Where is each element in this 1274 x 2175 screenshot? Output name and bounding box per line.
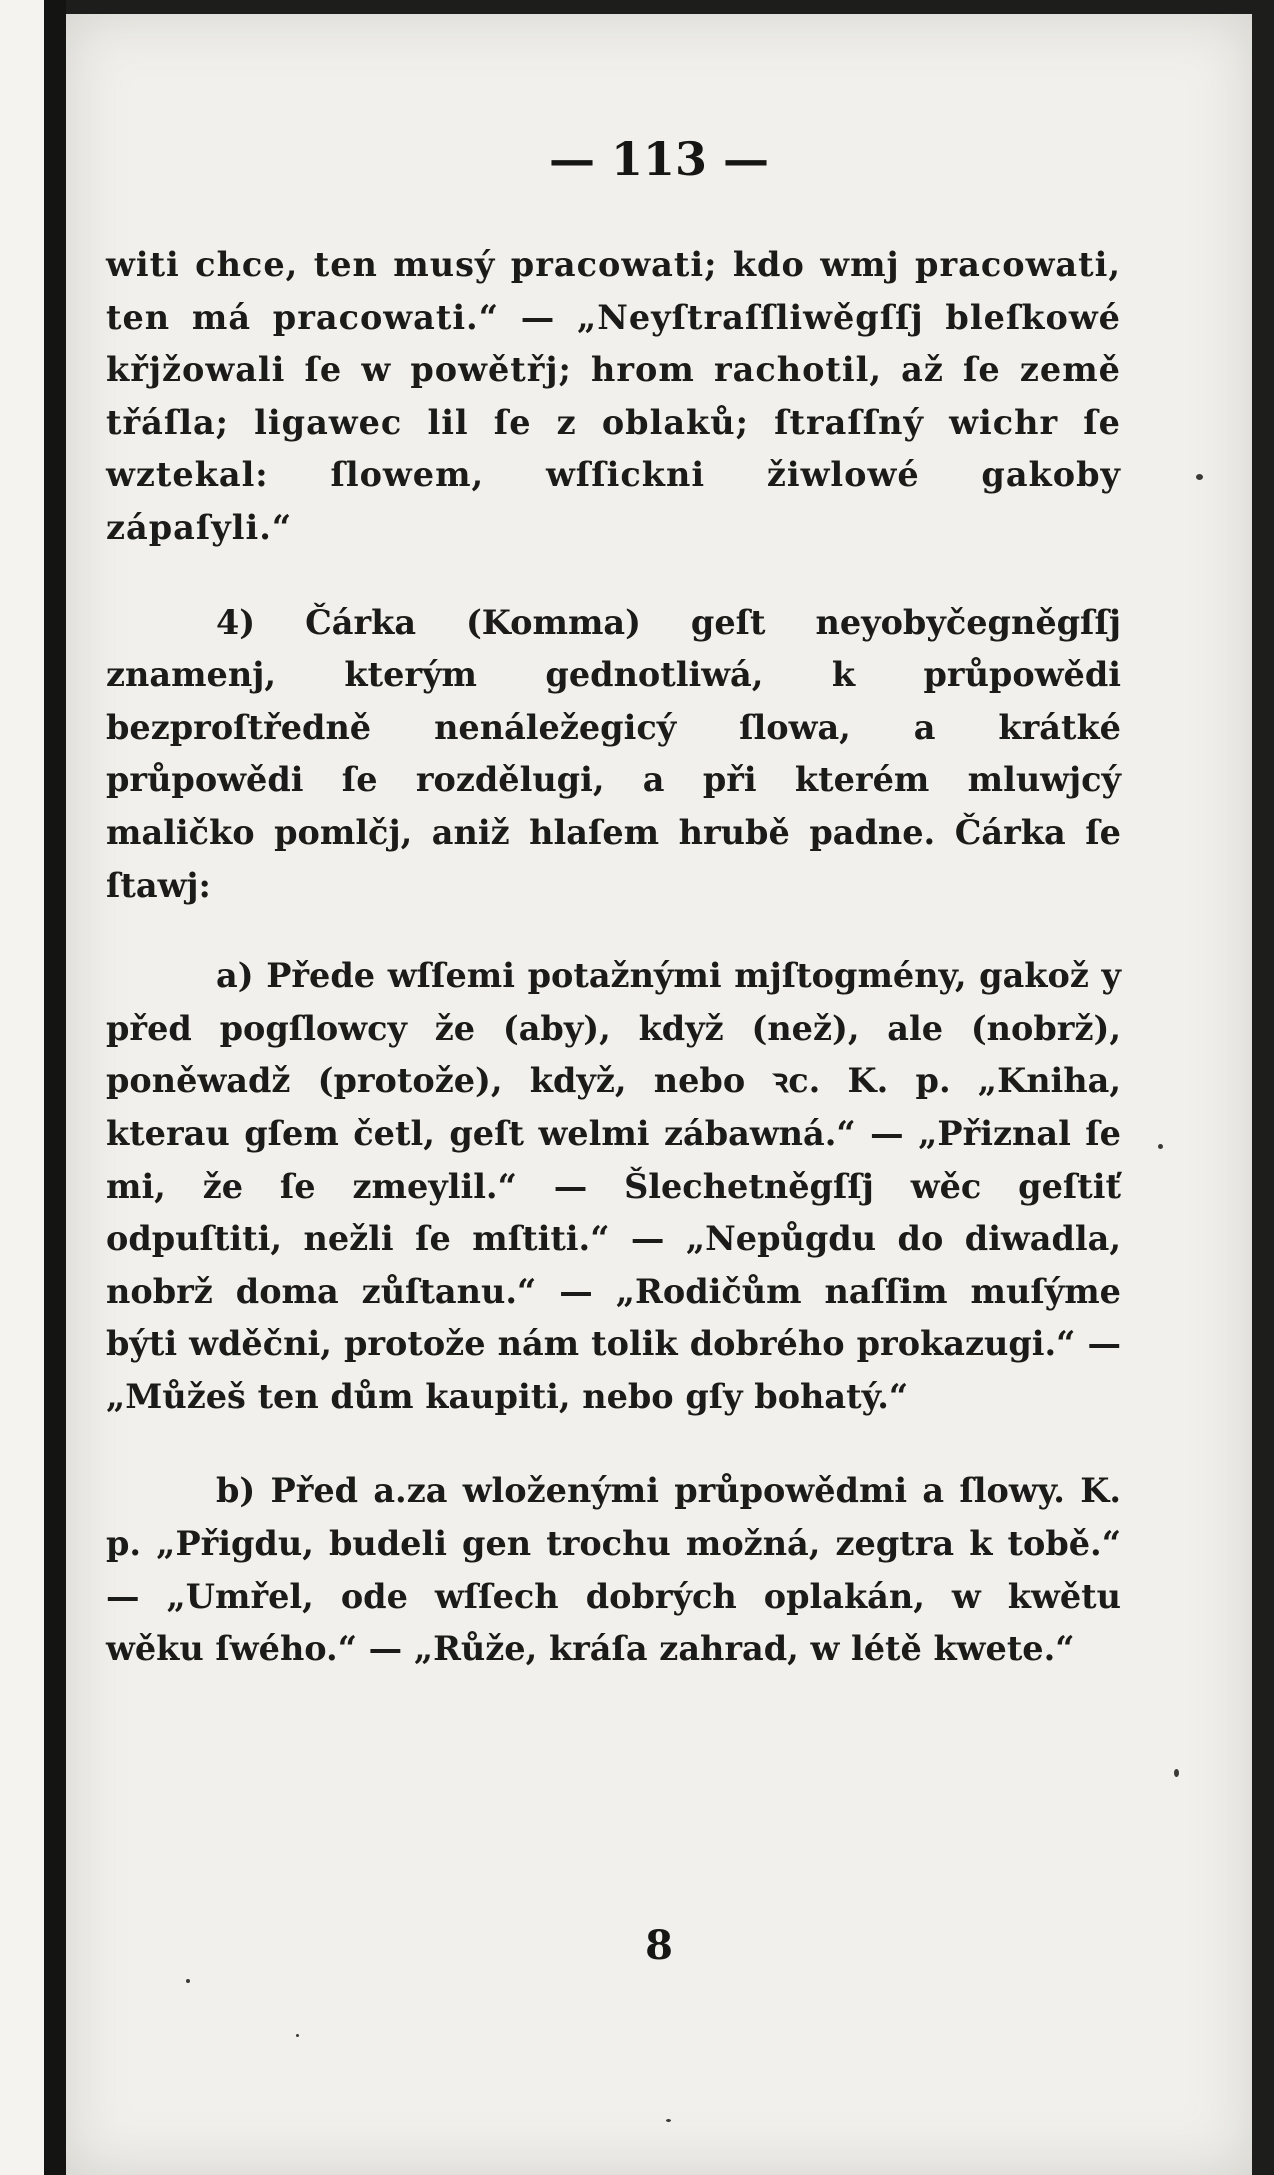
- page-body: [106, 239, 1121, 1676]
- paragraph-rule-b: b) Před a.za wloženými průpowědmi a ſlowy. K. p. „Přigdu, budeli gen trochu možná, zegtra k tobě.“ — „Umřel, ode wſſech dobrých oplakán, w kwětu wěku ſwého.“ — „Růže, kráſa zahrad, w létě kwete.“: [106, 1471, 1121, 1669]
- page-number: — 113 —: [548, 132, 770, 186]
- book-page: [66, 14, 1252, 2175]
- adjacent-page-edge: [0, 0, 66, 2175]
- paragraph-continuation: witi chce, ten musý pracowati; kdo wmj pracowati, ten má pracowati.“ — „Neyſtraſſliwěgſſj bleſkowé křjžowali ſe w powětřj; hrom rachotil, až ſe země třáſla; ligawec lil ſe z oblaků; ſtraſſný wichr ſe wztekal: ſlowem, wſſickni žiwlowé gakoby zápaſyli.“: [106, 245, 1121, 547]
- signature-mark: 8: [645, 1922, 673, 1969]
- paragraph-comma-rule: 4) Čárka (Komma) geſt neyobyčegněgſſj znamenj, kterým gednotliwá, k průpowědi bezproſtředně nenáležegicý ſlowa, a krátké průpowědi ſe rozdělugi, a při kterém mluwjcý maličko pomlčj, aniž hlaſem hrubě padne. Čárka ſe ſtawj:: [106, 602, 1121, 905]
- paragraph-rule-a: a) Přede wſſemi potažnými mjſtogmény, gakož y před pogſlowcy že (aby), když (než), ale (nobrž), poněwadž (protože), když, nebo ꝛc. K. p. „Kniha, kterau gſem četl, geſt welmi zábawná.“ — „Přiznal ſe mi, že ſe zmeylil.“ — Šlechetněgſſj wěc geſtiť odpuſtiti, nežli ſe mſtiti.“ — „Nepůgdu do diwadla, nobrž doma zůſtanu.“ — „Rodičům naſſim muſýme býti wděčni, protože nám tolik dobrého prokazugi.“ — „Můžeš ten dům kaupiti, nebo gſy bohatý.“: [106, 956, 1121, 1416]
